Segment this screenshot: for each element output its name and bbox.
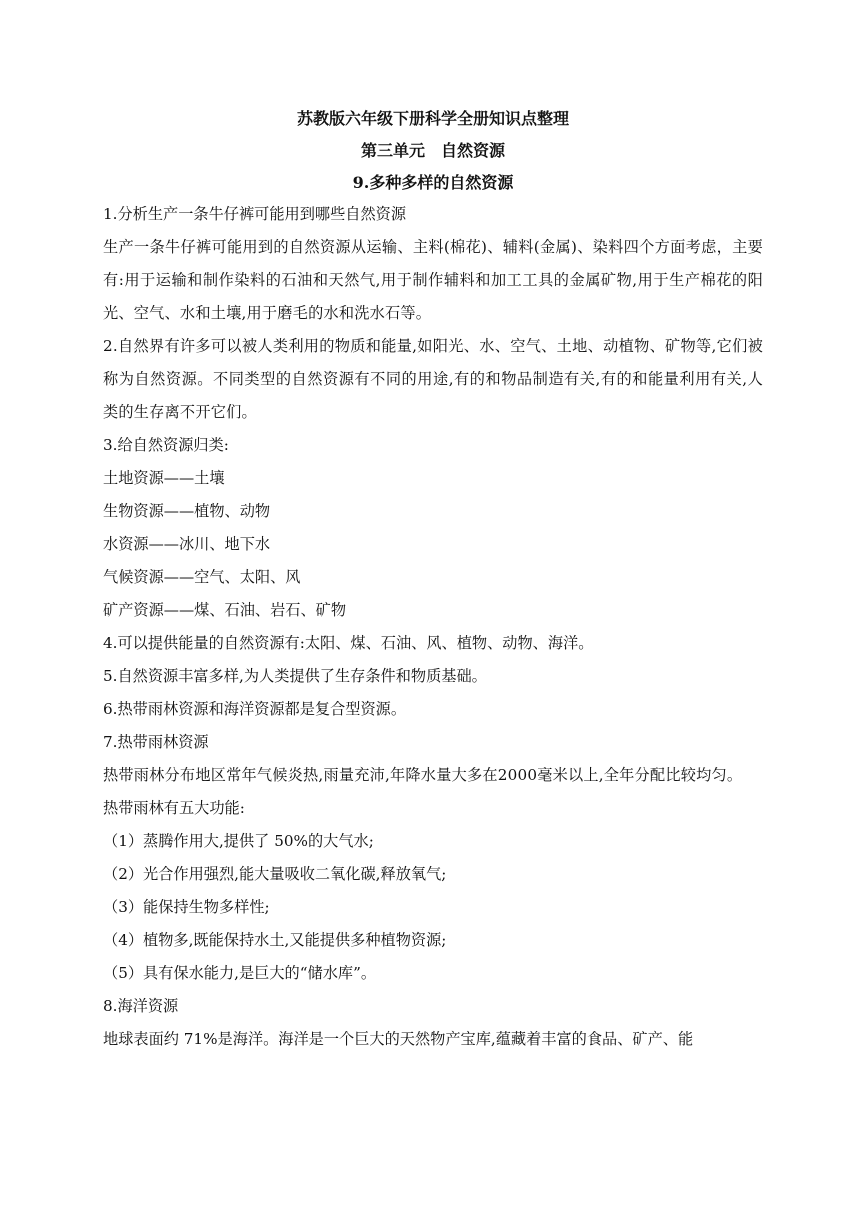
rainforest-functions-heading: 热带雨林有五大功能:	[103, 799, 245, 817]
ocean-paragraph-start: 地球表面约 71%是海洋。海洋是一个巨大的天然物产宝库,蕴藏着丰富的食品、矿产、能	[103, 1030, 694, 1048]
resource-category-mineral: 矿产资源——煤、石油、岩石、矿物	[103, 601, 346, 619]
point-6-line: 6.热带雨林资源和海洋资源都是复合型资源。	[103, 700, 407, 718]
point-5-line: 5.自然资源丰富多样,为人类提供了生存条件和物质基础。	[103, 667, 487, 685]
rainforest-function-5: （5）具有保水能力,是巨大的“储水库”。	[103, 964, 377, 982]
point-3-heading: 3.给自然资源归类:	[103, 436, 229, 454]
point-4-line: 4.可以提供能量的自然资源有:太阳、煤、石油、风、植物、动物、海洋。	[103, 634, 594, 652]
resource-category-water: 水资源——冰川、地下水	[103, 535, 271, 553]
document-title: 苏教版六年级下册科学全册知识点整理	[296, 109, 569, 128]
rainforest-function-3: （3）能保持生物多样性;	[103, 898, 270, 916]
document-body	[103, 104, 763, 1056]
point-2-paragraph: 2.自然界有许多可以被人类利用的物质和能量,如阳光、水、空气、土地、动植物、矿物等,它们被称为自然资源。不同类型的自然资源有不同的用途,有的和物品制造有关,有的和能量利用有关,人类的生存离不开它们。	[103, 337, 763, 421]
point-1-paragraph: 生产一条牛仔裤可能用到的自然资源从运输、主料(棉花)、辅料(金属)、染料四个方面考虑，主要有:用于运输和制作染料的石油和天然气,用于制作辅料和加工工具的金属矿物,用于生产棉花的阳光、空气、水和土壤,用于磨毛的水和洗水石等。	[103, 238, 763, 322]
resource-category-climate: 气候资源——空气、太阳、风	[103, 568, 301, 586]
point-1-heading: 1.分析生产一条牛仔裤可能用到哪些自然资源	[103, 205, 407, 223]
lesson-heading: 9.多种多样的自然资源	[352, 173, 514, 192]
point-7-heading: 7.热带雨林资源	[103, 733, 209, 751]
rainforest-function-4: （4）植物多,既能保持水土,又能提供多种植物资源;	[103, 931, 447, 949]
resource-category-biological: 生物资源——植物、动物	[103, 502, 271, 520]
point-8-heading: 8.海洋资源	[103, 997, 179, 1015]
resource-category-land: 土地资源——土壤	[103, 469, 225, 487]
rainforest-function-1: （1）蒸腾作用大,提供了 50%的大气水;	[103, 832, 374, 850]
unit-heading: 第三单元 自然资源	[360, 141, 505, 160]
rainforest-function-2: （2）光合作用强烈,能大量吸收二氧化碳,释放氧气;	[103, 865, 447, 883]
rainforest-paragraph: 热带雨林分布地区常年气候炎热,雨量充沛,年降水量大多在2000毫米以上,全年分配比较均匀。	[103, 766, 743, 784]
